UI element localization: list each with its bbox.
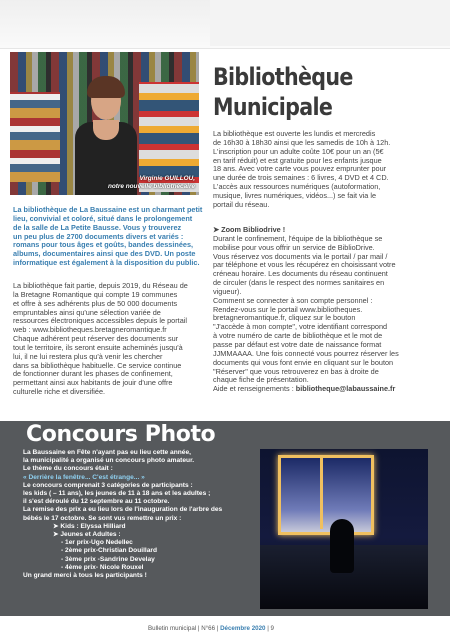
zoom-line: bretagneromantique.fr, cliquez sur le bouton <box>213 313 356 323</box>
concours-line: il s'est déroulé du 12 septembre au 11 octobre. <box>23 498 170 506</box>
zoom-line: mobilise pour vous offrir un service de BiblioDrive. <box>213 242 375 252</box>
zoom-line: Vous réservez vos documents via le portail / par mail / <box>213 251 388 261</box>
zoom-line: chaque fiche de présentation. <box>213 375 309 385</box>
zoom-line: documents qui vous font envie en cliquant sur le bouton <box>213 357 394 367</box>
concours-line: les kids ( – 11 ans), les jeunes de 11 à 18 ans et les adultes ; <box>23 490 211 498</box>
zoom-line: Rendez-vous sur le portail www.bibliotheques. <box>213 304 363 314</box>
winner-line: ➤ Kids : Elyssa Hilliard <box>53 522 126 530</box>
concours-text <box>23 449 253 580</box>
zoom-line: vigueur). <box>213 286 242 296</box>
contact-label: Aide et renseignements : <box>213 384 296 394</box>
zoom-line: créneau horaire. Les documents du réseau continuent <box>213 269 388 279</box>
body-line: et offre à ses adhérents plus de 50 000 documents <box>13 298 178 308</box>
hours-line: en tarif réduit) et est gratuite pour les enfants jusque <box>213 155 382 165</box>
body-line: Chaque adhérent peut réserver des documents sur <box>13 334 179 344</box>
hours-line: de 16h30 à 18h30 ainsi que les samedis de 10h à 12h. <box>213 137 391 147</box>
body-line: dans sa bibliothèque habituelle. Ce service continue <box>13 360 182 370</box>
winner-line: - 1er prix-Ugo Nedellec <box>61 539 133 547</box>
concours-line: La Baussaine en Fête n'ayant pas eu lieu cette année, <box>23 449 191 456</box>
intro-line: romans pour tous âges et goûts, bandes dessinées, <box>13 240 194 250</box>
footer-text: Bulletin municipal | N°66 | Décembre 2020 | 9 <box>148 625 274 632</box>
concours-title: Concours Photo <box>26 422 216 447</box>
winner-line: ➤ Jeunes et Adultes : <box>53 531 121 539</box>
intro-line: La bibliothèque de La Baussaine est un charmant petit <box>13 205 203 214</box>
hours-line: une durée de trois semaines : 6 livres, 4 DVD et 4 CD. <box>213 173 389 183</box>
network-paragraph <box>13 282 206 397</box>
intro-line: informatique est également à la disposition du public. <box>13 258 200 268</box>
body-line: web : www.bibliotheques.bretagneromantique.fr <box>13 325 167 335</box>
zoom-line: JJMMAAAA. Une fois connecté vous pourrez réserver les <box>213 348 399 358</box>
zoom-line: "Réserver" que vous retrouverez en bas à droite de <box>213 366 379 376</box>
zoom-line: de circuler (dans le respect des normes sanitaires en <box>213 278 385 288</box>
body-line: culturelle riche et diversifiée. <box>13 387 106 397</box>
body-line: ressources électroniques accessibles depuis le portail <box>13 316 187 326</box>
body-line: la Bretagne Romantique qui compte 19 communes <box>13 289 178 299</box>
intro-paragraph <box>13 206 206 268</box>
concours-line: Le concours comprenait 3 catégories de participants : <box>23 481 193 489</box>
body-line: lui, il ne lui restera plus qu'à venir les chercher <box>13 351 163 361</box>
contact-email-link[interactable]: bibliotheque@labaussaine.fr <box>295 384 396 394</box>
concours-line: la municipalité a organisé un concours photo amateur. <box>23 457 195 465</box>
hours-line: musique, livres numériques, vidéos...) se fait via le <box>213 190 377 200</box>
hours-line: L'inscription pour un adulte coûte 10€ pour un an (5€ <box>213 146 384 156</box>
body-line: permettant ainsi aux habitants de jouir d'une offre <box>13 378 173 388</box>
winner-line: - 3ème prix -Sandrine Develay <box>61 555 155 563</box>
intro-line: lieu, convivial et coloré, situé dans le prolongement <box>13 213 193 223</box>
bibliodrive-section <box>213 226 443 394</box>
hours-paragraph <box>213 130 443 210</box>
zoom-line: par téléphone et vous les récupérez en choisissant votre <box>213 260 396 270</box>
concours-closing: Un grand merci à tous les participants ! <box>23 572 147 580</box>
intro-line: albums, documentaires ainsi que des DVD. Un poste <box>13 249 196 259</box>
intro-line: un peu plus de 2700 documents divers et variés : <box>13 231 184 241</box>
winner-line: - 2ème prix-Christian Douillard <box>61 547 157 555</box>
hours-line: portail du réseau. <box>213 199 270 209</box>
contest-photo <box>260 449 428 609</box>
zoom-line: "J'accède à mon compte", votre identifiant correspond <box>213 322 388 332</box>
zoom-title: ➤ Zoom Bibliodrive ! <box>213 225 286 234</box>
librarian-photo <box>10 52 199 195</box>
body-line: empruntables ainsi qu'une sélection variée de <box>13 307 161 317</box>
body-line: tout le territoire, ils seront ensuite acheminés jusqu'à <box>13 342 183 352</box>
page-title: Bibliothèque Municipale <box>213 63 353 121</box>
zoom-line: Durant le confinement, l'équipe de la bibliothèque se <box>213 233 383 243</box>
body-line: La bibliothèque fait partie, depuis 2019, du Réseau de <box>13 281 188 290</box>
concours-theme: « Derrière la fenêtre... C'est étrange... » <box>23 473 145 481</box>
body-line: de fonctionner durant les phases de confinement, <box>13 369 173 379</box>
hours-line: 18 ans. Avec votre carte vous pouvez emprunter pour <box>213 164 387 174</box>
winner-line: - 4ème prix- Nicole Rouxel <box>61 563 144 571</box>
concours-line: bébés le 17 octobre. Se sont vus remettre un prix : <box>23 514 182 522</box>
zoom-line: passe par défaut est votre date de naissance format <box>213 339 382 349</box>
top-decorative-strip <box>0 0 450 49</box>
intro-line: de la salle de La Petite Bausse. Vous y trouverez <box>13 222 182 232</box>
zoom-line: Comment se connecter à son compte personnel : <box>213 295 373 305</box>
concours-line: Le thème du concours était : <box>23 465 113 473</box>
zoom-line: à votre numéro de carte de bibliothèque et le mot de <box>213 331 383 341</box>
photo-caption: Virginie GUILLOU, notre nouvelle bibliothécaire <box>107 175 195 190</box>
hours-line: L'accès aux ressources numériques (autoformation, <box>213 182 381 192</box>
hours-line: La bibliothèque est ouverte les lundis et mercredis <box>213 129 376 138</box>
concours-line: La remise des prix a eu lieu lors de l'inauguration de l'arbre des <box>23 506 223 514</box>
